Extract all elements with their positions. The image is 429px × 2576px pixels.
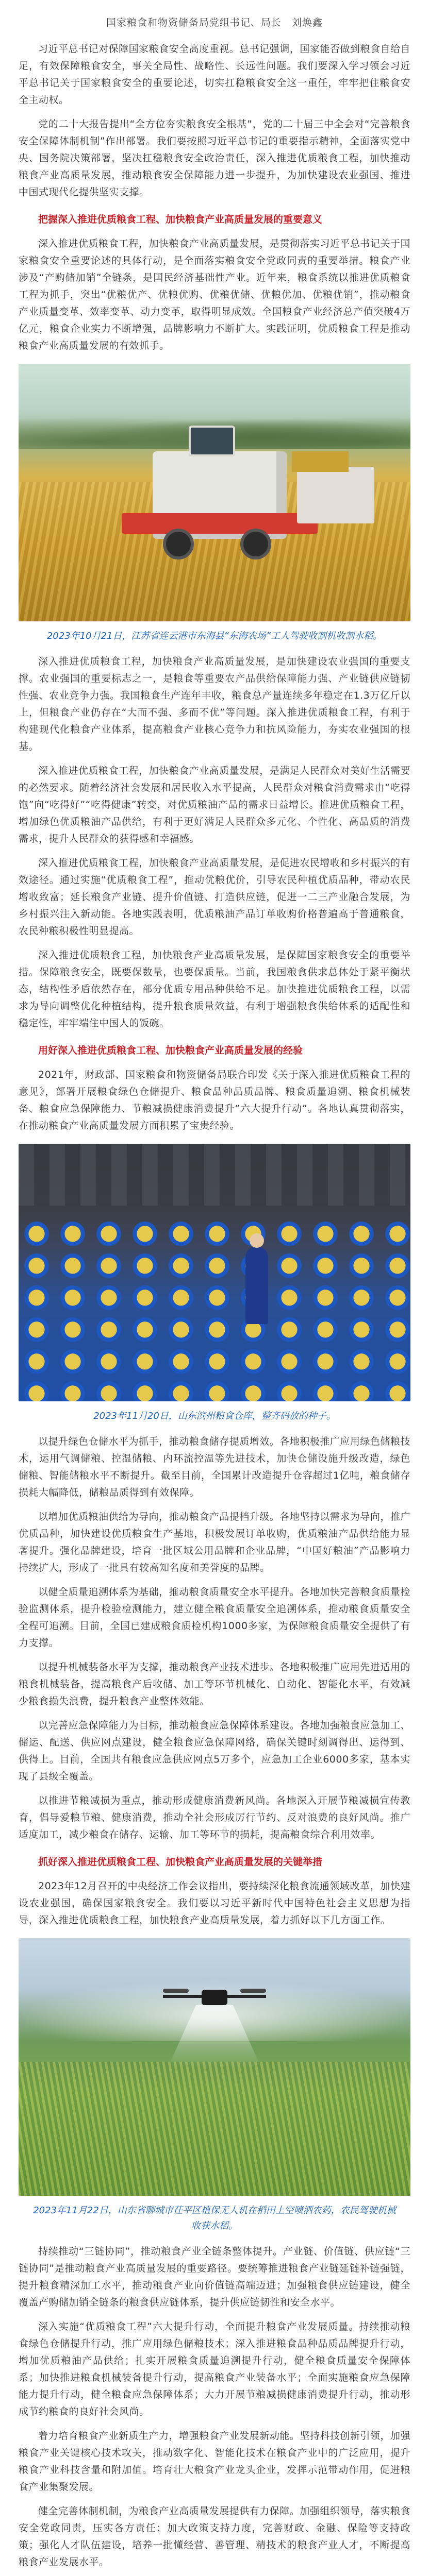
figure-caption-1: 2023年10月21日，江苏省连云港市东海县“东海农场”工人驾驶收割机收割水稻。 xyxy=(46,631,383,641)
section-heading-1: 把握深入推进优质粮食工程、加快粮食产业高质量发展的重要意义 xyxy=(38,214,323,225)
intro-paragraph-2: 党的二十大报告提出“全方位夯实粮食安全根基”，党的二十届三中全会对“完善粮食安全保障体制机制”作出部署。我们要按照习近平总书记的重要指示精神，全面落实党中央、国务院决策部署，坚决扛稳粮食安全政治责任，深入推进优质粮食工程，加快推动粮食产业高质量发展，推动粮食安全保障能力进一步提升，为加快建设农业强国、推进中国式现代化提供坚实支撑。 xyxy=(19,118,410,198)
section3-paragraph-5: 健全完善体制机制，为粮食产业高质量发展提供有力保障。加强组织领导，落实粮食安全党政同责，压实各方责任；加大政策支持力度，完善财政、金融、保险等支持政策；强化人才队伍建设，培养一批懂经营、善管理、精技术的粮食产业人才，不断提高粮食产业发展水平。 xyxy=(19,2505,410,2568)
section1-paragraph-5: 深入推进优质粮食工程，加快粮食产业高质量发展，是保障国家粮食安全的重要举措。保障粮食安全，既要保数量，也要保质量。当前，我国粮食供求总体处于紧平衡状态，结构性矛盾依然存在，部分优质专用品种供给不足。加快推进优质粮食工程，以需求为导向调整优化种植结构，提升粮食质量效益，有利于增强粮食供给体系的适配性和稳定性，牢牢端住中国人的饭碗。 xyxy=(19,950,410,1029)
section3-paragraph-3: 深入实施“优质粮食工程”六大提升行动，全面提升粮食产业发展质量。持续推动粮食绿色仓储提升行动，推广应用绿色储粮技术；深入推进粮食品种品质品牌提升行动，增加优质粮油产品供给；扎实开展粮食质量追溯提升行动，健全粮食质量安全保障体系；加快推进粮食机械装备提升行动，提高粮食产业装备水平；全面实施粮食应急保障能力提升行动，健全粮食应急保障体系；大力开展节粮减损健康消费提升行动，推动形成节约粮食的良好社会风尚。 xyxy=(19,2321,410,2417)
drone-spraying-photo xyxy=(19,1938,410,2196)
drone-icon xyxy=(163,1979,266,2010)
section2-paragraph-5: 以提升机械装备水平为支撑，推动粮食产业技术进步。各地积极推广应用先进适用的粮食机械装备，提高粮食产后收储、加工等环节机械化、自动化、智能化水平，有效减少粮食损失浪费，提升粮食产业整体效能。 xyxy=(19,1662,410,1707)
figure-caption-3: 2023年11月22日，山东省聊城市茌平区植保无人机在稻田上空喷洒农药，农民驾驶机械收获水稻。 xyxy=(33,2205,396,2231)
harvester-machine xyxy=(153,451,287,539)
section3-paragraph-2: 持续推动“三链协同”，推动粮食产业全链条整体提升。产业链、价值链、供应链“三链协同”是推动粮食产业高质量发展的重要路径。要统筹推进粮食产业链延链补链强链，提升粮食精深加工水平，推动粮食产业向价值链高端迈进；加强粮食供应链建设，健全覆盖产购储加销全链条的粮食供应链体系，提升供应链韧性和安全水平。 xyxy=(19,2246,410,2308)
figure-drone xyxy=(19,1938,410,2234)
section1-paragraph-4: 深入推进优质粮食工程，加快粮食产业高质量发展，是促进农民增收和乡村振兴的有效途径。通过实施“优质粮食工程”，推动优粮优价，引导农民种植优质品种，带动农民增收致富；延长粮食产业链、提升价值链、打造供应链，促进一二三产业融合发展，为乡村振兴注入新动能。各地实践表明，优质粮油产品订单收购价格普遍高于普通粮食，农民种粮积极性明显提高。 xyxy=(19,857,410,937)
figure-seed-warehouse xyxy=(19,1144,410,1424)
section1-paragraph-1: 深入推进优质粮食工程，加快粮食产业高质量发展，是贯彻落实习近平总书记关于国家粮食安全重要论述的具体行动，是全面落实粮食安全党政同责的重要举措。粮食产业涉及“产购储加销”全链条，是国民经济基础性产业。近年来，粮食系统以推进优质粮食工程为抓手，突出“优粮优产、优粮优购、优粮优储、优粮优加、优粮优销”，推动粮食产业质量变革、效率变革、动力变革，取得明显成效。全国粮食产业经济总产值突破4万亿元，粮食企业实力不断增强，品牌影响力不断扩大。实践证明，优质粮食工程是推动粮食产业高质量发展的有效抓手。 xyxy=(19,238,410,351)
section-heading-2: 用好深入推进优质粮食工程、加快粮食产业高质量发展的经验 xyxy=(38,1045,303,1056)
section1-paragraph-2: 深入推进优质粮食工程，加快粮食产业高质量发展，是加快建设农业强国的重要支撑。农业强国的重要标志之一，是粮食等重要农产品供给保障能力强、产业链供应链韧性强、农业竞争力强。我国粮食生产连年丰收，粮食总产量连续多年稳定在1.3万亿斤以上，但粮食产业仍存在“大而不强、多而不优”等问题。深入推进优质粮食工程，有利于构建现代化粮食产业体系，提高粮食产业核心竞争力和抗风险能力，夯实农业强国的根基。 xyxy=(19,656,410,752)
figure-harvest xyxy=(19,364,410,644)
section1-paragraph-3: 深入推进优质粮食工程，加快粮食产业高质量发展，是满足人民群众对美好生活需要的必然要求。随着经济社会发展和居民收入水平提高，人民群众对粮食消费需求由“吃得饱”向“吃得好”“吃得健康”转变，对优质粮油产品的需求日益增长。推进优质粮食工程，增加绿色优质粮油产品供给，有利于更好满足人民群众多元化、个性化、高品质的消费需求，提升人民群众的获得感和幸福感。 xyxy=(19,765,410,844)
section2-paragraph-1: 2021年，财政部、国家粮食和物资储备局联合印发《关于深入推进优质粮食工程的意见》，部署开展粮食绿色仓储提升、粮食品种品质品牌、粮食质量追溯、粮食机械装备、粮食应急保障能力、节粮减损健康消费提升“六大提升行动”。各地认真贯彻落实，在推动粮食产业高质量发展方面积累了宝贵经验。 xyxy=(19,1069,410,1131)
seed-warehouse-photo xyxy=(19,1144,410,1401)
section2-paragraph-4: 以健全质量追溯体系为基础，推动粮食质量安全水平提升。各地加快完善粮食质量检验监测体系，提升检验检测能力，建立健全粮食质量安全追溯体系，推动粮食质量安全全程可追溯。目前，全国已建成粮食质检机构1000多家，为保障粮食质量安全提供了有力支撑。 xyxy=(19,1586,410,1649)
author-byline: 国家粮食和物资储备局党组书记、局长 刘焕鑫 xyxy=(106,17,323,28)
section2-paragraph-7: 以推进节粮减损为重点，推动形成健康消费新风尚。各地深入开展节粮减损宣传教育，倡导爱粮节粮、健康消费，推动全社会形成厉行节约、反对浪费的良好风尚。推广适度加工，减少粮食在储存、运输、加工等环节的损耗，提高粮食综合利用效率。 xyxy=(19,1795,410,1840)
harvest-photo xyxy=(19,364,410,621)
section3-paragraph-1: 2023年12月召开的中央经济工作会议指出，要持续深化粮食流通领域改革，加快建设农业强国，确保国家粮食安全。我们要以习近平新时代中国特色社会主义思想为指导，深入推进优质粮食工程，加快粮食产业高质量发展，着力抓好以下几方面工作。 xyxy=(19,1880,410,1926)
section2-paragraph-2: 以提升绿色仓储水平为抓手，推动粮食储存提质增效。各地积极推广应用绿色储粮技术，运用气调储粮、控温储粮、内环流控温等先进技术，加快仓储设施升级改造，绿色储粮、智能储粮水平不断提升。截至目前，全国累计改造提升仓容超过1亿吨，粮食储存损耗大幅降低，储粮品质得到有效保障。 xyxy=(19,1436,410,1498)
warehouse-worker xyxy=(245,1247,268,1324)
section3-paragraph-4: 着力培育粮食产业新质生产力，增强粮食产业发展新动能。坚持科技创新引领，加强粮食产业关键核心技术攻关，推动数字化、智能化技术在粮食产业中的广泛应用，提升粮食产业科技含量和附加值。培育壮大粮食产业龙头企业，发挥示范带动作用，促进粮食产业集聚发展。 xyxy=(19,2430,410,2493)
section2-paragraph-3: 以增加优质粮油供给为导向，推动粮食产品提档升级。各地坚持以需求为导向，推广优质品种，加快建设优质粮食生产基地，积极发展订单收购，优质粮油产品供给能力显著提升。强化品牌建设，培育一批区域公用品牌和企业品牌，“中国好粮油”产品影响力持续扩大，形成了一批具有较高知名度和美誉度的品牌。 xyxy=(19,1511,410,1573)
figure-caption-2: 2023年11月20日，山东滨州粮食仓库，整齐码放的种子。 xyxy=(93,1411,336,1421)
section2-paragraph-6: 以完善应急保障能力为目标，推动粮食应急保障体系建设。各地加强粮食应急加工、储运、配送、供应网点建设，健全粮食应急保障网络，确保关键时刻调得出、运得到、供得上。目前，全国共有粮食应急供应网点5万多个，应急加工企业6000多家，基本实现了县级全覆盖。 xyxy=(19,1720,410,1782)
section-heading-3: 抓好深入推进优质粮食工程、加快粮食产业高质量发展的关键举措 xyxy=(38,1856,323,1868)
grain-truck xyxy=(297,467,374,523)
intro-paragraph-1: 习近平总书记对保障国家粮食安全高度重视。总书记强调，国家能否做到粮食自给自足，有效保障粮食安全，事关全局性、战略性、长远性问题。我们要深入学习领会习近平总书记关于国家粮食安全的重要论述，切实扛稳粮食安全这一重任，牢牢把住粮食安全主动权。 xyxy=(19,43,410,106)
